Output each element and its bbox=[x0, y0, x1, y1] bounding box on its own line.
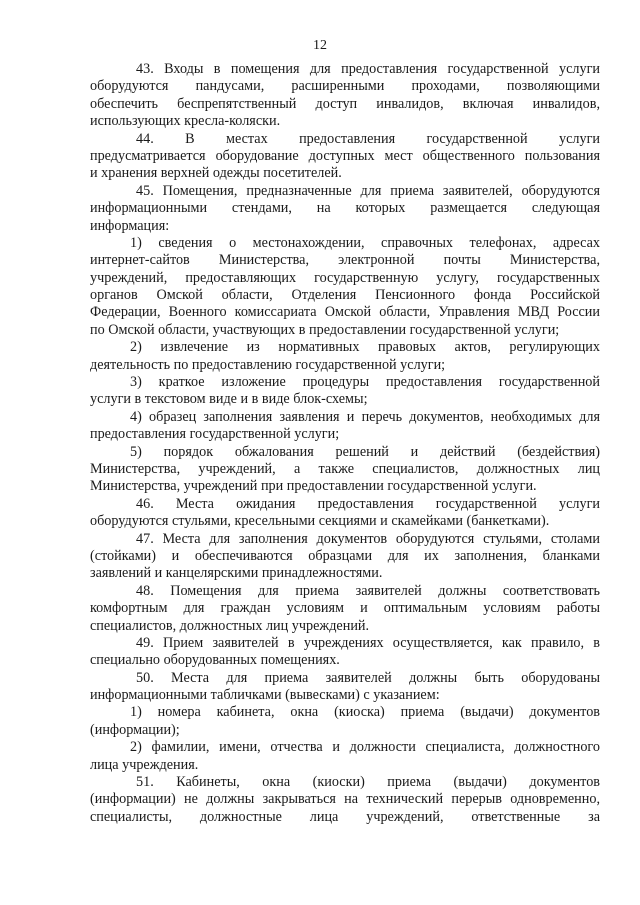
paragraph-10-line-2: (стойками) и обеспечиваются образцами для их заполнения, бланками bbox=[90, 547, 600, 564]
paragraph-3-line-1: 45. Помещения, предназначенные для приема заявителей, оборудуются bbox=[136, 182, 600, 199]
paragraph-3-line-2: информационными стендами, на которых размещается следующая bbox=[90, 200, 600, 217]
paragraph-10-line-3: заявлений и канцелярскими принадлежностями. bbox=[90, 565, 383, 582]
paragraph-13-line-2: информационными табличками (вывесками) с указанием: bbox=[90, 687, 440, 704]
paragraph-6-line-1: 3) краткое изложение процедуры предоставления государственной bbox=[130, 374, 600, 391]
paragraph-5-line-2: деятельность по предоставлению государственной услуги; bbox=[90, 356, 446, 373]
paragraph-10-line-1: 47. Места для заполнения документов оборудуются стульями, столами bbox=[136, 530, 600, 547]
paragraph-11-line-2: комфортным для граждан условиям и оптимальным условиям работы bbox=[90, 600, 600, 617]
paragraph-4-line-4: органов Омской области, Отделения Пенсионного фонда Российской bbox=[90, 287, 600, 304]
paragraph-15-line-2: лица учреждения. bbox=[90, 756, 199, 773]
paragraph-15-line-1: 2) фамилии, имени, отчества и должности специалиста, должностного bbox=[130, 739, 600, 756]
paragraph-14-line-2: (информации); bbox=[90, 721, 180, 738]
paragraph-13-line-1: 50. Места для приема заявителей должны быть оборудованы bbox=[136, 669, 600, 686]
paragraph-4-line-3: учреждений, предоставляющих государственную услугу, государственных bbox=[90, 269, 600, 286]
paragraph-12-line-1: 49. Прием заявителей в учреждениях осуществляется, как правило, в bbox=[136, 634, 600, 651]
paragraph-9-line-1: 46. Места ожидания предоставления государственной услуги bbox=[136, 495, 600, 512]
paragraph-2-line-3: и хранения верхней одежды посетителей. bbox=[90, 165, 342, 182]
paragraph-4-line-1: 1) сведения о местонахождении, справочных телефонах, адресах bbox=[130, 234, 600, 251]
paragraph-16-line-2: (информации) не должны закрываться на технический перерыв одновременно, bbox=[90, 791, 600, 808]
paragraph-1-line-1: 43. Входы в помещения для предоставления государственной услуги bbox=[136, 61, 600, 77]
paragraph-4-line-5: Федерации, Военного комиссариата Омской области, Управления МВД России bbox=[90, 304, 600, 321]
paragraph-16-line-1: 51. Кабинеты, окна (киоски) приема (выдачи) документов bbox=[136, 774, 600, 791]
paragraph-4-line-6: по Омской области, участвующих в предоставлении государственной услуги; bbox=[90, 321, 560, 338]
paragraph-3-line-3: информация: bbox=[90, 217, 170, 234]
paragraph-2-line-2: предусматривается оборудование доступных мест общественного пользования bbox=[90, 147, 600, 164]
paragraph-9-line-2: оборудуются стульями, кресельными секциями и скамейками (банкетками). bbox=[90, 513, 550, 530]
paragraph-8-line-3: Министерства, учреждений при предоставлении государственной услуги. bbox=[90, 478, 537, 495]
paragraph-12-line-2: специально оборудованных помещениях. bbox=[90, 652, 340, 669]
paragraph-14-line-1: 1) номера кабинета, окна (киоска) приема (выдачи) документов bbox=[130, 704, 600, 721]
page-number: 12 bbox=[313, 38, 327, 53]
paragraph-4-line-2: интернет-сайтов Министерства, электронной почты Министерства, bbox=[90, 252, 600, 269]
paragraph-1-line-4: использующих кресла-коляски. bbox=[90, 113, 281, 130]
paragraph-6-line-2: услуги в текстовом виде и в виде блок-схемы; bbox=[90, 391, 368, 408]
paragraph-1-line-2: оборудуются пандусами, расширенными проходами, позволяющими bbox=[90, 78, 600, 95]
paragraph-8-line-2: Министерства, учреждений, а также специалистов, должностных лиц bbox=[90, 460, 600, 477]
paragraph-11-line-3: специалистов, должностных лиц учреждений. bbox=[90, 617, 370, 634]
paragraph-5-line-1: 2) извлечение из нормативных правовых актов, регулирующих bbox=[130, 339, 600, 356]
document-body bbox=[90, 61, 600, 826]
paragraph-16-line-3: специалисты, должностные лица учреждений, ответственные за bbox=[90, 808, 600, 825]
paragraph-7-line-1: 4) образец заполнения заявления и перечь документов, необходимых для bbox=[130, 408, 600, 425]
paragraph-2-line-1: 44. В местах предоставления государственной услуги bbox=[136, 130, 600, 147]
paragraph-8-line-1: 5) порядок обжалования решений и действий (бездействия) bbox=[130, 443, 600, 460]
paragraph-7-line-2: предоставления государственной услуги; bbox=[90, 426, 340, 443]
paragraph-11-line-1: 48. Помещения для приема заявителей должны соответствовать bbox=[136, 582, 600, 599]
paragraph-1-line-3: обеспечить беспрепятственный доступ инвалидов, включая инвалидов, bbox=[90, 95, 600, 112]
